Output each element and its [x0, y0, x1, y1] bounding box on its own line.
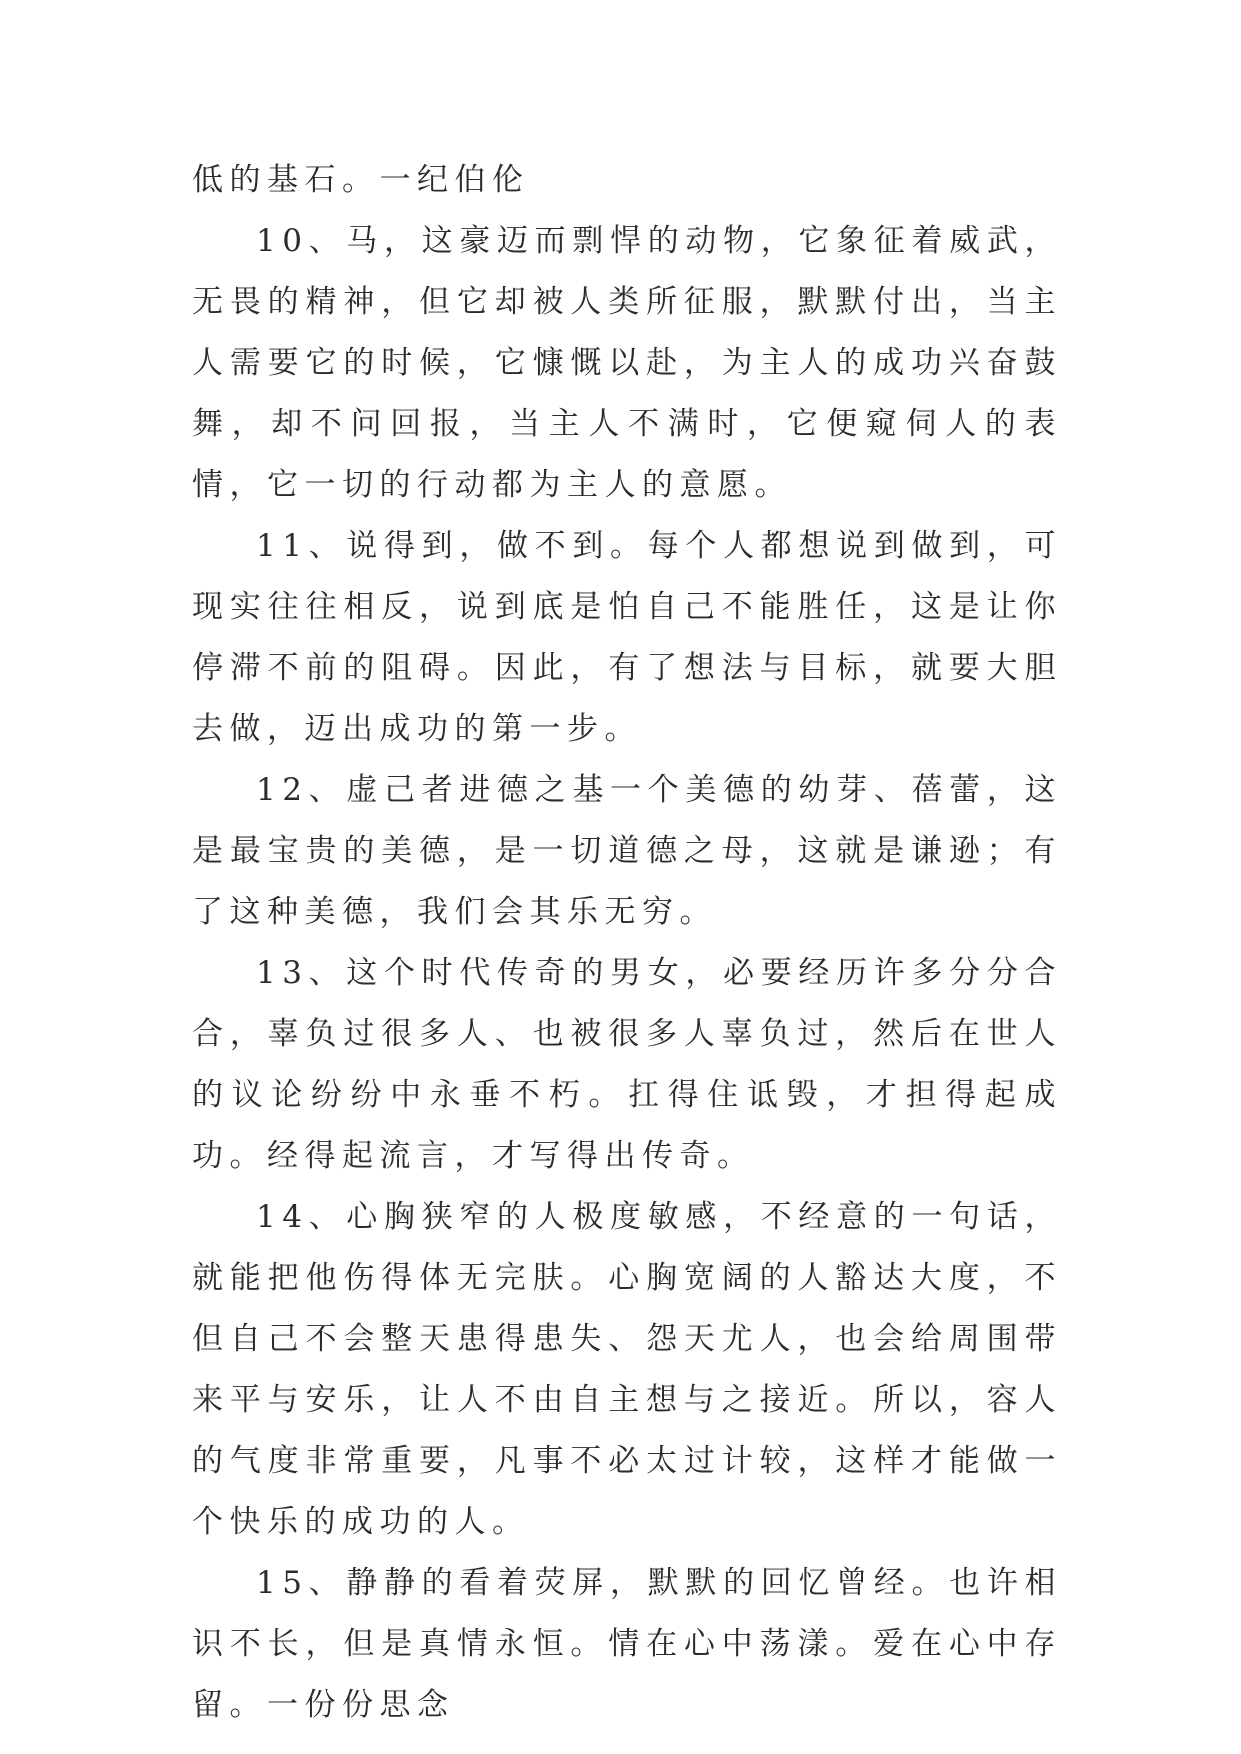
paragraph-12: 12、虚己者进德之基一个美德的幼芽、蓓蕾，这是最宝贵的美德，是一切道德之母，这就是谦逊；有了这种美德，我们会其乐无穷。 — [192, 772, 1062, 930]
paragraph-continuation: 低的基石。一纪伯伦 — [192, 162, 530, 198]
document-body — [192, 150, 1062, 1736]
paragraph-10: 10、马，这豪迈而剽悍的动物，它象征着威武，无畏的精神，但它却被人类所征服，默默付出，当主人需要它的时候，它慷慨以赴，为主人的成功兴奋鼓舞，却不问回报，当主人不满时，它便窥伺人的表情，它一切的行动都为主人的意愿。 — [192, 223, 1062, 503]
paragraph-11: 11、说得到，做不到。每个人都想说到做到，可现实往往相反，说到底是怕自己不能胜任，这是让你停滞不前的阻碍。因此，有了想法与目标，就要大胆去做，迈出成功的第一步。 — [192, 528, 1062, 747]
paragraph-13: 13、这个时代传奇的男女，必要经历许多分分合合，辜负过很多人、也被很多人辜负过，然后在世人的议论纷纷中永垂不朽。扛得住诋毁，才担得起成功。经得起流言，才写得出传奇。 — [192, 955, 1062, 1174]
paragraph-15: 15、静静的看着荧屏，默默的回忆曾经。也许相识不长，但是真情永恒。情在心中荡漾。爱在心中存留。一份份思念 — [192, 1565, 1062, 1723]
paragraph-14: 14、心胸狭窄的人极度敏感，不经意的一句话，就能把他伤得体无完肤。心胸宽阔的人豁达大度，不但自己不会整天患得患失、怨天尤人，也会给周围带来平与安乐，让人不由自主想与之接近。所以，容人的气度非常重要，凡事不必太过计较，这样才能做一个快乐的成功的人。 — [192, 1199, 1062, 1540]
